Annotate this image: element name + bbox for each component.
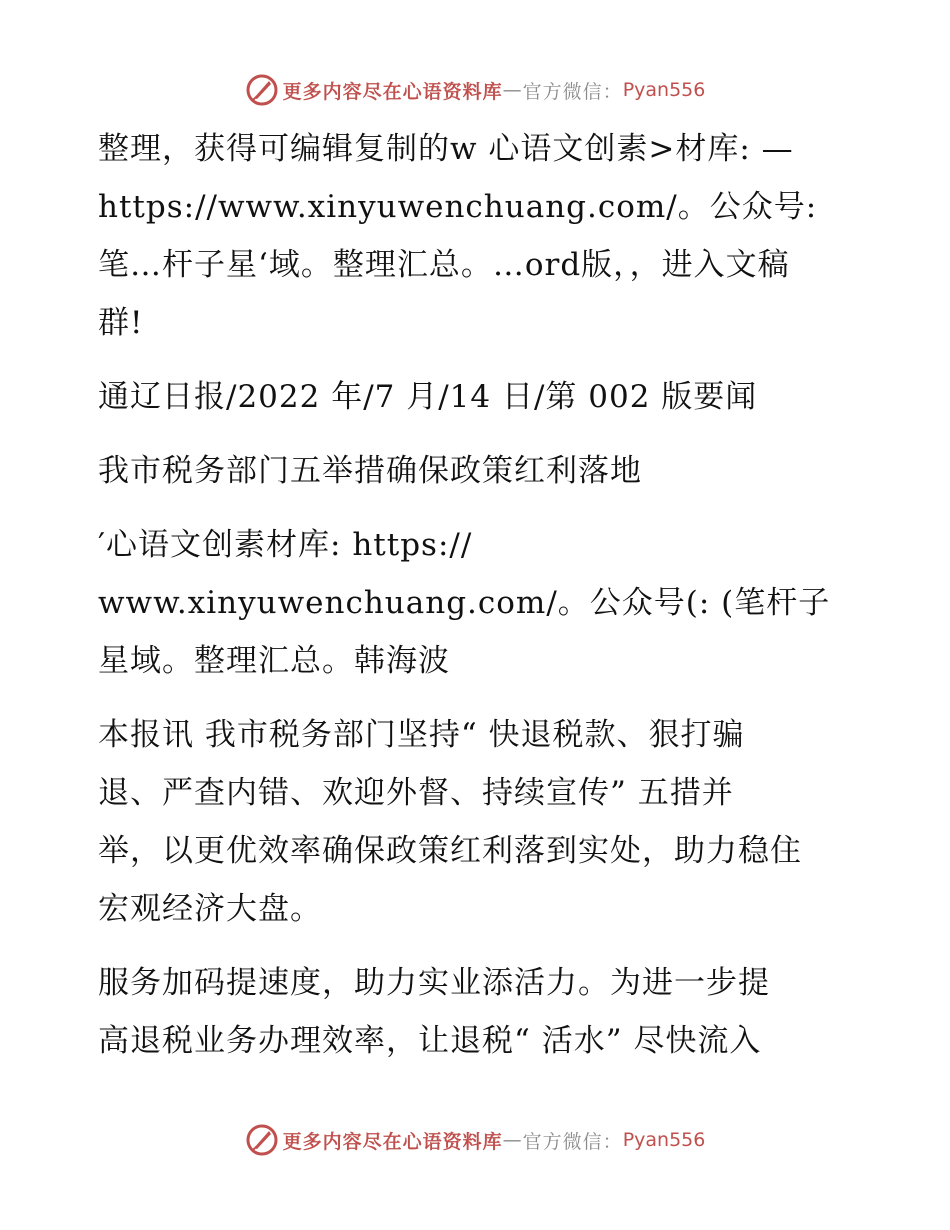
- banner-dash: —: [502, 1129, 523, 1151]
- paragraph-lead: [98, 706, 858, 938]
- paragraph-credit: [98, 516, 858, 690]
- banner-main-text: 更多内容尽在心语资料库: [282, 80, 503, 103]
- feather-pen-logo-icon: [245, 1123, 279, 1157]
- banner-wechat-id: Pyan556: [622, 79, 706, 101]
- banner-sub-text: 官方微信：: [522, 80, 623, 103]
- text-line: www.xinyuwenchuang.com/。公众号(: (笔杆子: [98, 585, 831, 621]
- banner-wechat-id: Pyan556: [622, 1129, 706, 1151]
- text-line: 本报讯 我市税务部门坚持“ 快退税款、狠打骗: [98, 717, 745, 753]
- text-line: 举，以更优效率确保政策红利落到实处，助力稳住: [98, 833, 802, 869]
- paragraph-headline: [98, 442, 858, 500]
- banner-dash: —: [502, 79, 523, 101]
- feather-pen-logo-icon: [245, 73, 279, 107]
- text-line: 群!: [98, 305, 144, 341]
- paragraph-source: [98, 368, 858, 426]
- text-line: 笔…杆子星‘域。整理汇总。…ord版，，进入文稿: [98, 247, 790, 283]
- article-title: 我市税务部门五举措确保政策红利落地: [98, 453, 642, 489]
- banner-main-text: 更多内容尽在心语资料库: [282, 1130, 503, 1153]
- text-line: ′心语文创素材库: https://: [98, 527, 473, 563]
- text-line: 服务加码提速度，助力实业添活力。为进一步提: [98, 965, 770, 1001]
- header-watermark-banner: [0, 70, 950, 110]
- text-line: 星域。整理汇总。韩海波: [98, 643, 450, 679]
- text-line: 退、严查内错、欢迎外督、持续宣传” 五措并: [98, 775, 734, 811]
- text-line: 宏观经济大盘。: [98, 891, 322, 927]
- text-line: 通辽日报/2022 年/7 月/14 日/第 002 版要闻: [98, 379, 758, 415]
- text-line: https://www.xinyuwenchuang.com/。公众号:: [98, 189, 818, 225]
- paragraph-intro: [98, 120, 858, 352]
- footer-watermark-banner: [0, 1120, 950, 1160]
- banner-sub-text: 官方微信：: [522, 1130, 623, 1153]
- text-line: 整理，获得可编辑复制的w 心语文创素>材库: —: [98, 131, 794, 167]
- paragraph-service: [98, 954, 858, 1070]
- text-line: 高退税业务办理效率，让退税“ 活水” 尽快流入: [98, 1023, 762, 1059]
- document-body: [98, 120, 858, 1070]
